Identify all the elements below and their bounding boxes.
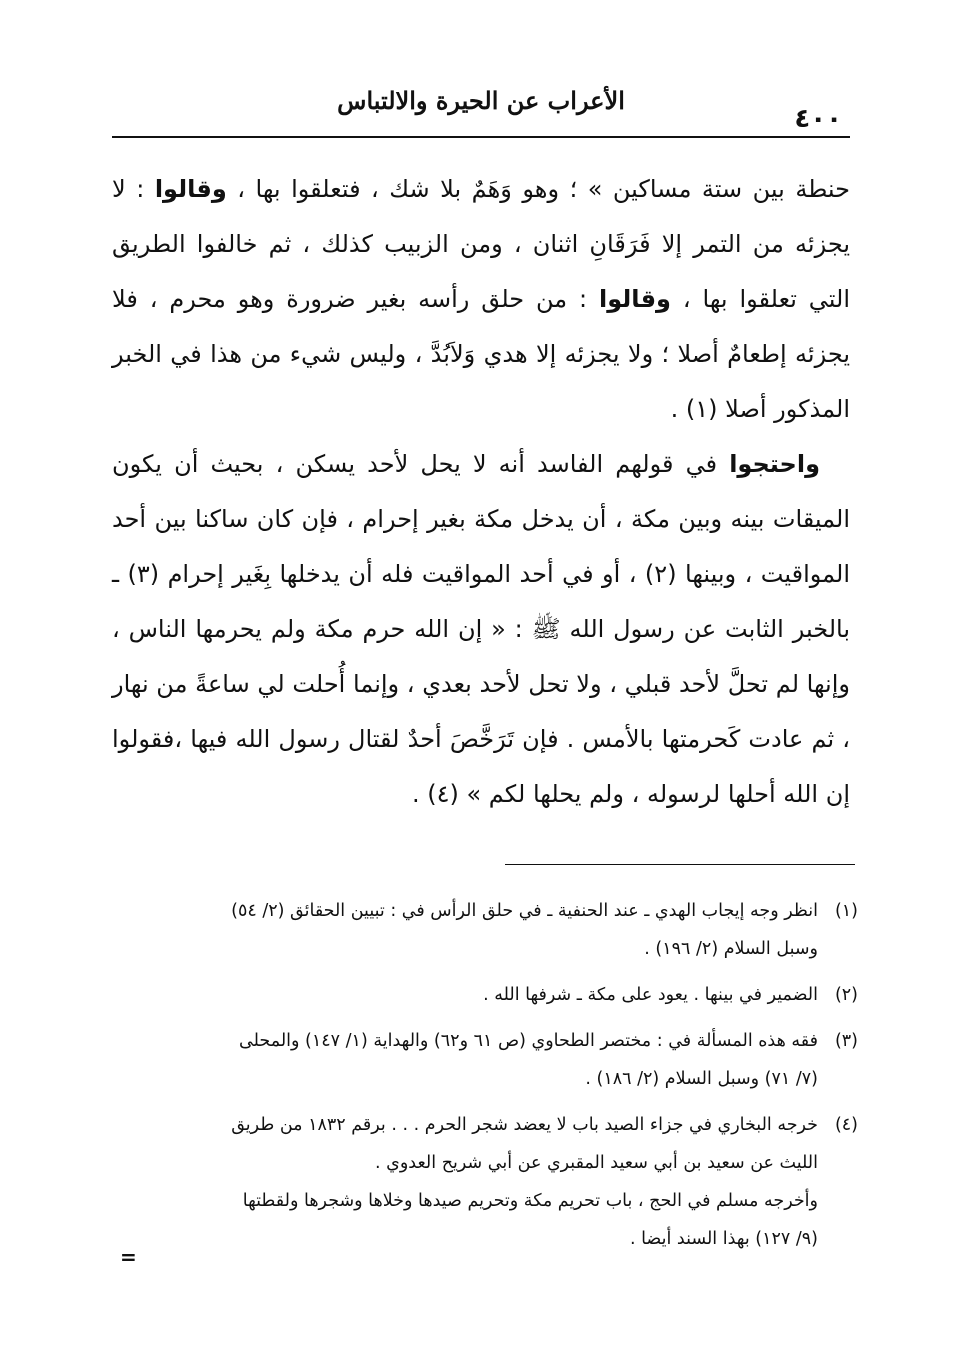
footnote-1 [112, 892, 858, 968]
p2-end: . [411, 780, 428, 808]
running-title: الأعراب عن الحيرة والالتباس [337, 86, 625, 115]
footnote-line: وأخرجه مسلم في الحج ، باب تحريم مكة وتحريم صيدها وخلاها وشجرها ولقطتها [242, 1191, 818, 1211]
footnote-number: (١) [834, 901, 858, 921]
p1-text-1: حنطة بين ستة مساكين » ؛ وهو وَهَمٌ بلا شك ، فتعلقوا بها ، [226, 175, 851, 203]
footnote-line: (٩/ ١٢٧) بهذا السند أيضا . [629, 1229, 818, 1249]
footnote-3 [112, 1022, 858, 1098]
footnote-line: خرجه البخاري في جزاء الصيد باب لا يعضد شجر الحرم . . . برقم ١٨٣٢ من طريق [231, 1115, 818, 1135]
footnotes [112, 892, 858, 1266]
p2-text-2: ، أو في أحد المواقيت فله أن يدخلها بِغَير إحرام [159, 560, 645, 588]
p1-text-2: : لا يجزئه من التمر إلا فَرَقَانِ اثنان ، ومن الزبيب كذلك ، ثم خالفوا الطريق التي تعلقوا بها ، [112, 175, 850, 313]
footnote-separator [505, 864, 855, 865]
footnote-ref-4: (٤) [427, 780, 459, 808]
footnote-ref-3: (٣) [127, 560, 160, 588]
footnote-2 [112, 976, 858, 1014]
continuation-mark: = [120, 1245, 137, 1269]
page-header [112, 78, 850, 138]
footnote-4 [112, 1106, 858, 1258]
footnote-line: الليث عن سعيد بن أبي سعيد المقبري عن أبي شريح العدوي . [375, 1153, 818, 1173]
p2-keyword-1: واحتجوا [729, 450, 820, 478]
p1-text-3: : من حلق رأسه بغير ضرورة وهو محرم ، فلا يجزئه إطعامٌ أصلا ؛ ولا يجزئه إلا هدي وَلاَبُدَّ ، وليس شيء من هذا في الخبر المذكور أصلا [112, 285, 850, 423]
p1-keyword-1: وقالوا [154, 175, 227, 203]
footnote-ref-2: (٢) [644, 560, 677, 588]
footnote-line: الضمير في بينها . يعود على مكة ـ شرفها الله . [483, 985, 818, 1005]
paragraph-2 [112, 437, 850, 822]
main-text [112, 162, 850, 822]
p2-text-1: في قولهم الفاسد أنه لا يحل لأحد يسكن ، بحيث أن يكون الميقات بينه وبين مكة ، أن يدخل مكة بغير إحرام ، فإن كان ساكنا بين أحد المواقيت ، وبينها [112, 450, 850, 588]
p1-keyword-2: وقالوا [599, 285, 671, 313]
footnote-number: (٢) [834, 985, 858, 1005]
footnote-line: انظر وجه إيجاب الهدي ـ عند الحنفية ـ في حلق الرأس في : تبيين الحقائق (٢/ ٥٤) [231, 901, 818, 921]
footnote-line: وسبل السلام (٢/ ١٩٦) . [644, 939, 818, 959]
p2-text-3: ـ بالخبر الثابت عن رسول الله ﷺ : « إن الله حرم مكة ولم يحرمها الناس ، وإنها لم تحلَّ لأحد قبلي ، ولا تحل لأحد بعدي ، وإنما أُحلت لي ساعةً من نهار ، ثم عادت كَحرمتها بالأمس . فإن تَرَخَّصَ أحدٌ لقتال رسول الله فيها ،فقولوا إن الله أحلها لرسوله ، ولم يحلها لكم » [112, 560, 850, 808]
footnote-line: (٧/ ٧١) وسبل السلام (٢/ ١٨٦) . [585, 1069, 818, 1089]
footnote-ref-1: (١) [685, 395, 718, 423]
paragraph-1 [112, 162, 850, 437]
p1-end: . [670, 395, 686, 423]
header-rule [112, 136, 850, 138]
footnote-line: فقه هذه المسألة في : مختصر الطحاوي (ص ٦١ و٦٢) والهداية (١/ ١٤٧) والمحلى [239, 1031, 818, 1051]
footnote-number: (٣) [834, 1031, 858, 1051]
page-number: ٤٠٠ [794, 104, 842, 134]
footnote-number: (٤) [834, 1115, 858, 1135]
